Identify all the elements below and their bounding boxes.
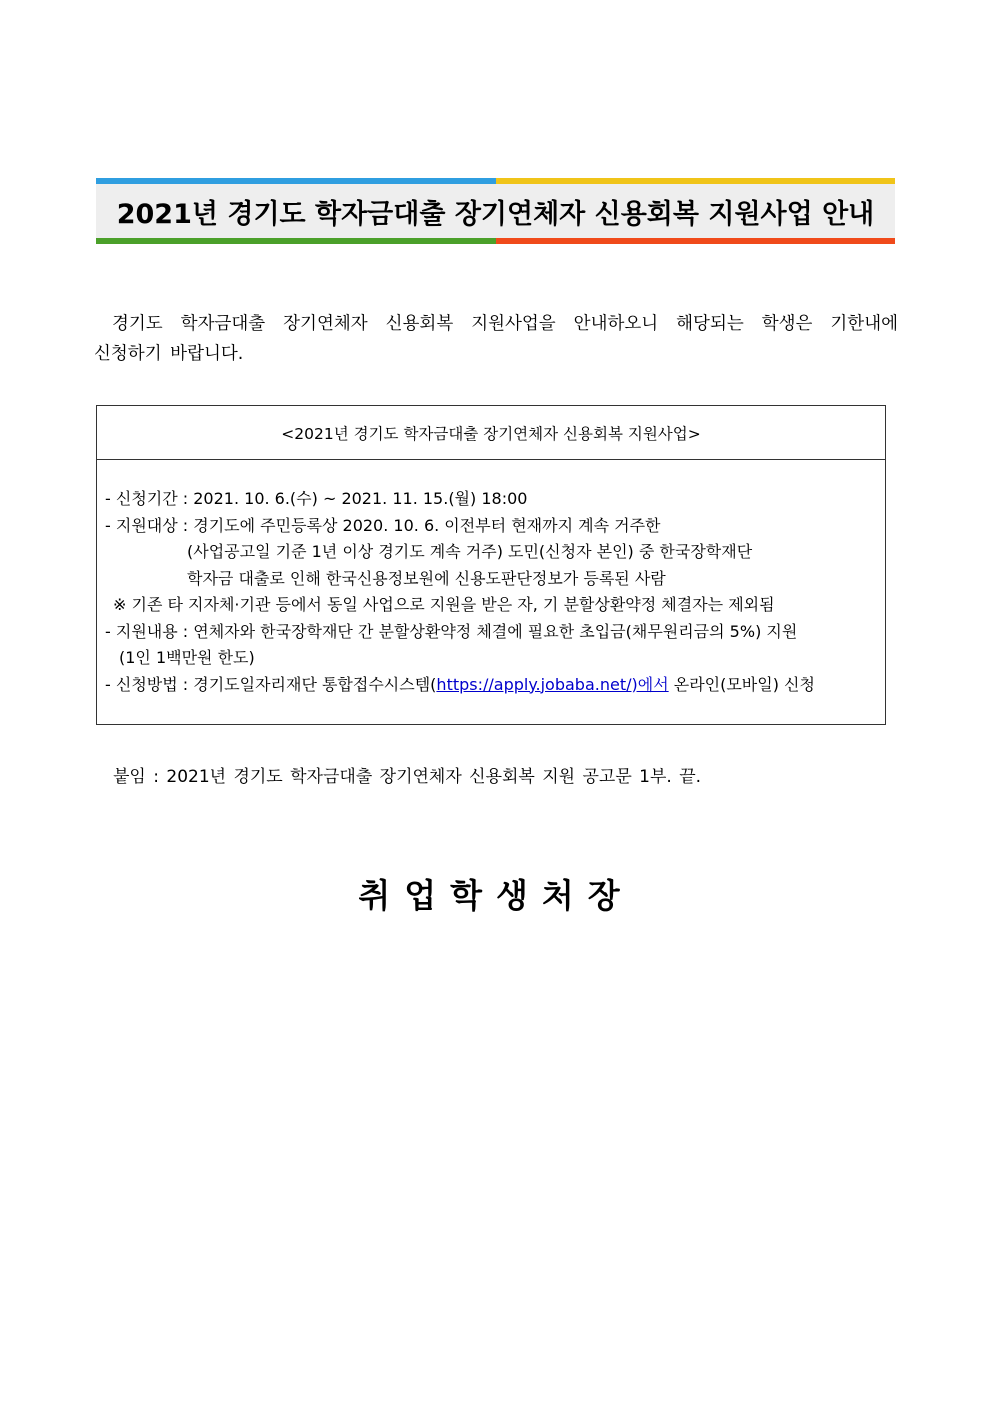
intro-line-2: 신청하기 바랍니다. [94, 344, 244, 364]
intro-line-1: 경기도 학자금대출 장기연체자 신용회복 지원사업을 안내하오니 해당되는 학생은 기한내에 [112, 314, 898, 334]
signature: 취업학생처장 [358, 876, 634, 915]
support-content-line-1: - 지원내용 : 연체자와 한국장학재단 간 분할상환약정 체결에 필요한 초입금(채무원리금의 5%) 지원 [105, 621, 798, 641]
jobaba-link[interactable] [436, 675, 668, 694]
eligibility-line-2: (사업공고일 기준 1년 이상 경기도 계속 거주) 도민(신청자 본인) 중 한국장학재단 [187, 542, 753, 561]
eligibility-line-1: - 지원대상 : 경기도에 주민등록상 2020. 10. 6. 이전부터 현재까지 계속 거주한 [105, 515, 661, 535]
application-method [105, 672, 885, 699]
program-info-box [96, 405, 886, 725]
attachment-note: 붙임 : 2021년 경기도 학자금대출 장기연체자 신용회복 지원 공고문 1부. 끝. [113, 767, 702, 787]
exclusion-note: ※ 기존 타 지자체·기관 등에서 동일 사업으로 지원을 받은 자, 기 분할상환약정 체결자는 제외됨 [113, 595, 775, 614]
title-bar-bottom-left [96, 238, 496, 244]
application-method-prefix: - 신청방법 : 경기도일자리재단 통합접수시스템( [105, 674, 437, 694]
application-method-suffix: 온라인(모바일) 신청 [668, 674, 815, 694]
jobaba-link-url[interactable]: https://apply.jobaba.net/ [436, 674, 632, 694]
eligibility-line-3: 학자금 대출로 인해 한국신용정보원에 신용도판단정보가 등록된 사람 [187, 568, 666, 588]
program-info-body [97, 460, 885, 698]
application-period: - 신청기간 : 2021. 10. 6.(수) ~ 2021. 11. 15.(월) 18:00 [105, 489, 528, 508]
intro-paragraph [94, 309, 898, 369]
title-bar-bottom-right [496, 238, 895, 244]
program-info-header: <2021년 경기도 학자금대출 장기연체자 신용회복 지원사업> [97, 406, 885, 460]
title-banner [96, 178, 895, 244]
jobaba-link-suffix[interactable]: )에서 [631, 674, 669, 694]
support-content-line-2: (1인 1백만원 한도) [119, 648, 255, 667]
page-title: 2021년 경기도 학자금대출 장기연체자 신용회복 지원사업 안내 [96, 184, 895, 238]
